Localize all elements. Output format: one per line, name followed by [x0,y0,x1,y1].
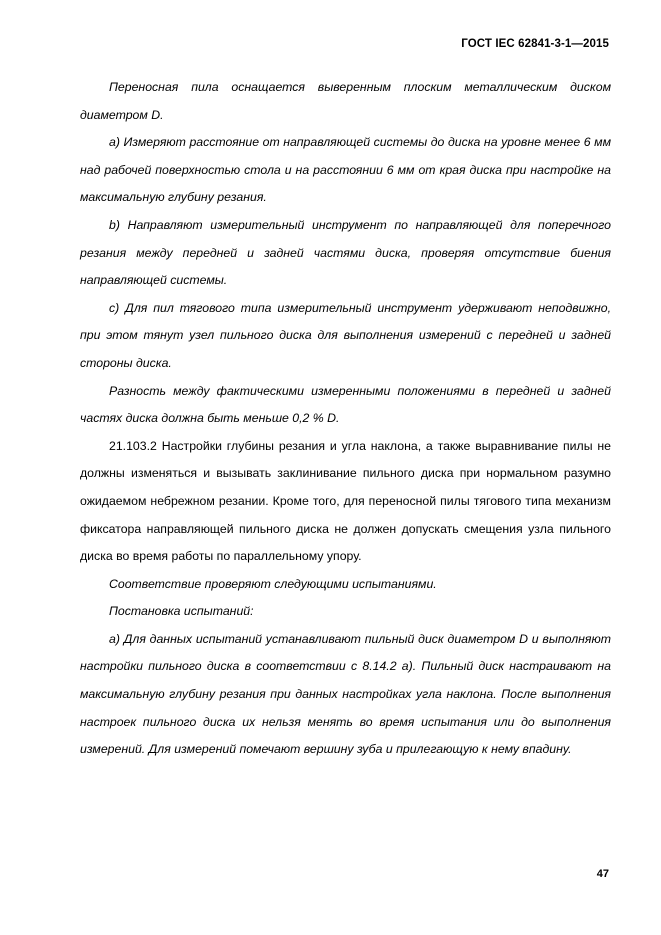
document-body [80,74,611,764]
paragraph-clause-21-103-2: 21.103.2 Настройки глубины резания и угла наклона, а также выравнивание пилы не должны изменяться и вызывать заклинивание пильного диска при нормальном разумно ожидаемом небрежном резании. Кроме того, для переносной пилы тягового типа механизм фиксатора направляющей пильного диска не должен допускать смещения узла пильного диска во время работы по параллельному упору. [80,438,611,564]
document-header: ГОСТ IEC 62841-3-1—2015 [461,38,609,50]
paragraph-difference-requirement: Разность между фактическими измеренными положениями в передней и задней частях диска должна быть меньше 0,2 % D. [80,383,611,426]
page-number: 47 [596,868,609,880]
paragraph-portable-saw-disk: Переносная пила оснащается выверенным плоским металлическим диском диаметром D. [80,80,611,122]
paragraph-test-setup-heading: Постановка испытаний: [109,604,254,619]
paragraph-compliance-check: Соответствие проверяют следующими испытаниями. [109,576,437,591]
paragraph-step-a-measure: а) Измеряют расстояние от направляющей системы до диска на уровне менее 6 мм над рабочей поверхностью стола и на расстоянии 6 мм от края диска при настройке на максимальную глубину резания. [80,135,611,205]
paragraph-test-setup-a: а) Для данных испытаний устанавливают пильный диск диаметром D и выполняют настройки пильного диска в соответствии с 8.14.2 а). Пильный диск настраивают на максимальную глубину резания при данных настройках угла наклона. После выполнения настроек пильного диска их нельзя менять во время испытания или до выполнения измерений. Для измерений помечают вершину зуба и прилегающую к нему впадину. [80,631,611,757]
paragraph-step-b-guide: b) Направляют измерительный инструмент по направляющей для поперечного резания между передней и задней частями диска, проверяя отсутствие биения направляющей системы. [80,217,611,288]
paragraph-step-c-pull-saw: с) Для пил тягового типа измерительный инструмент удерживают неподвижно, при этом тянут узел пильного диска для выполнения измерений с передней и задней стороны диска. [80,300,611,370]
